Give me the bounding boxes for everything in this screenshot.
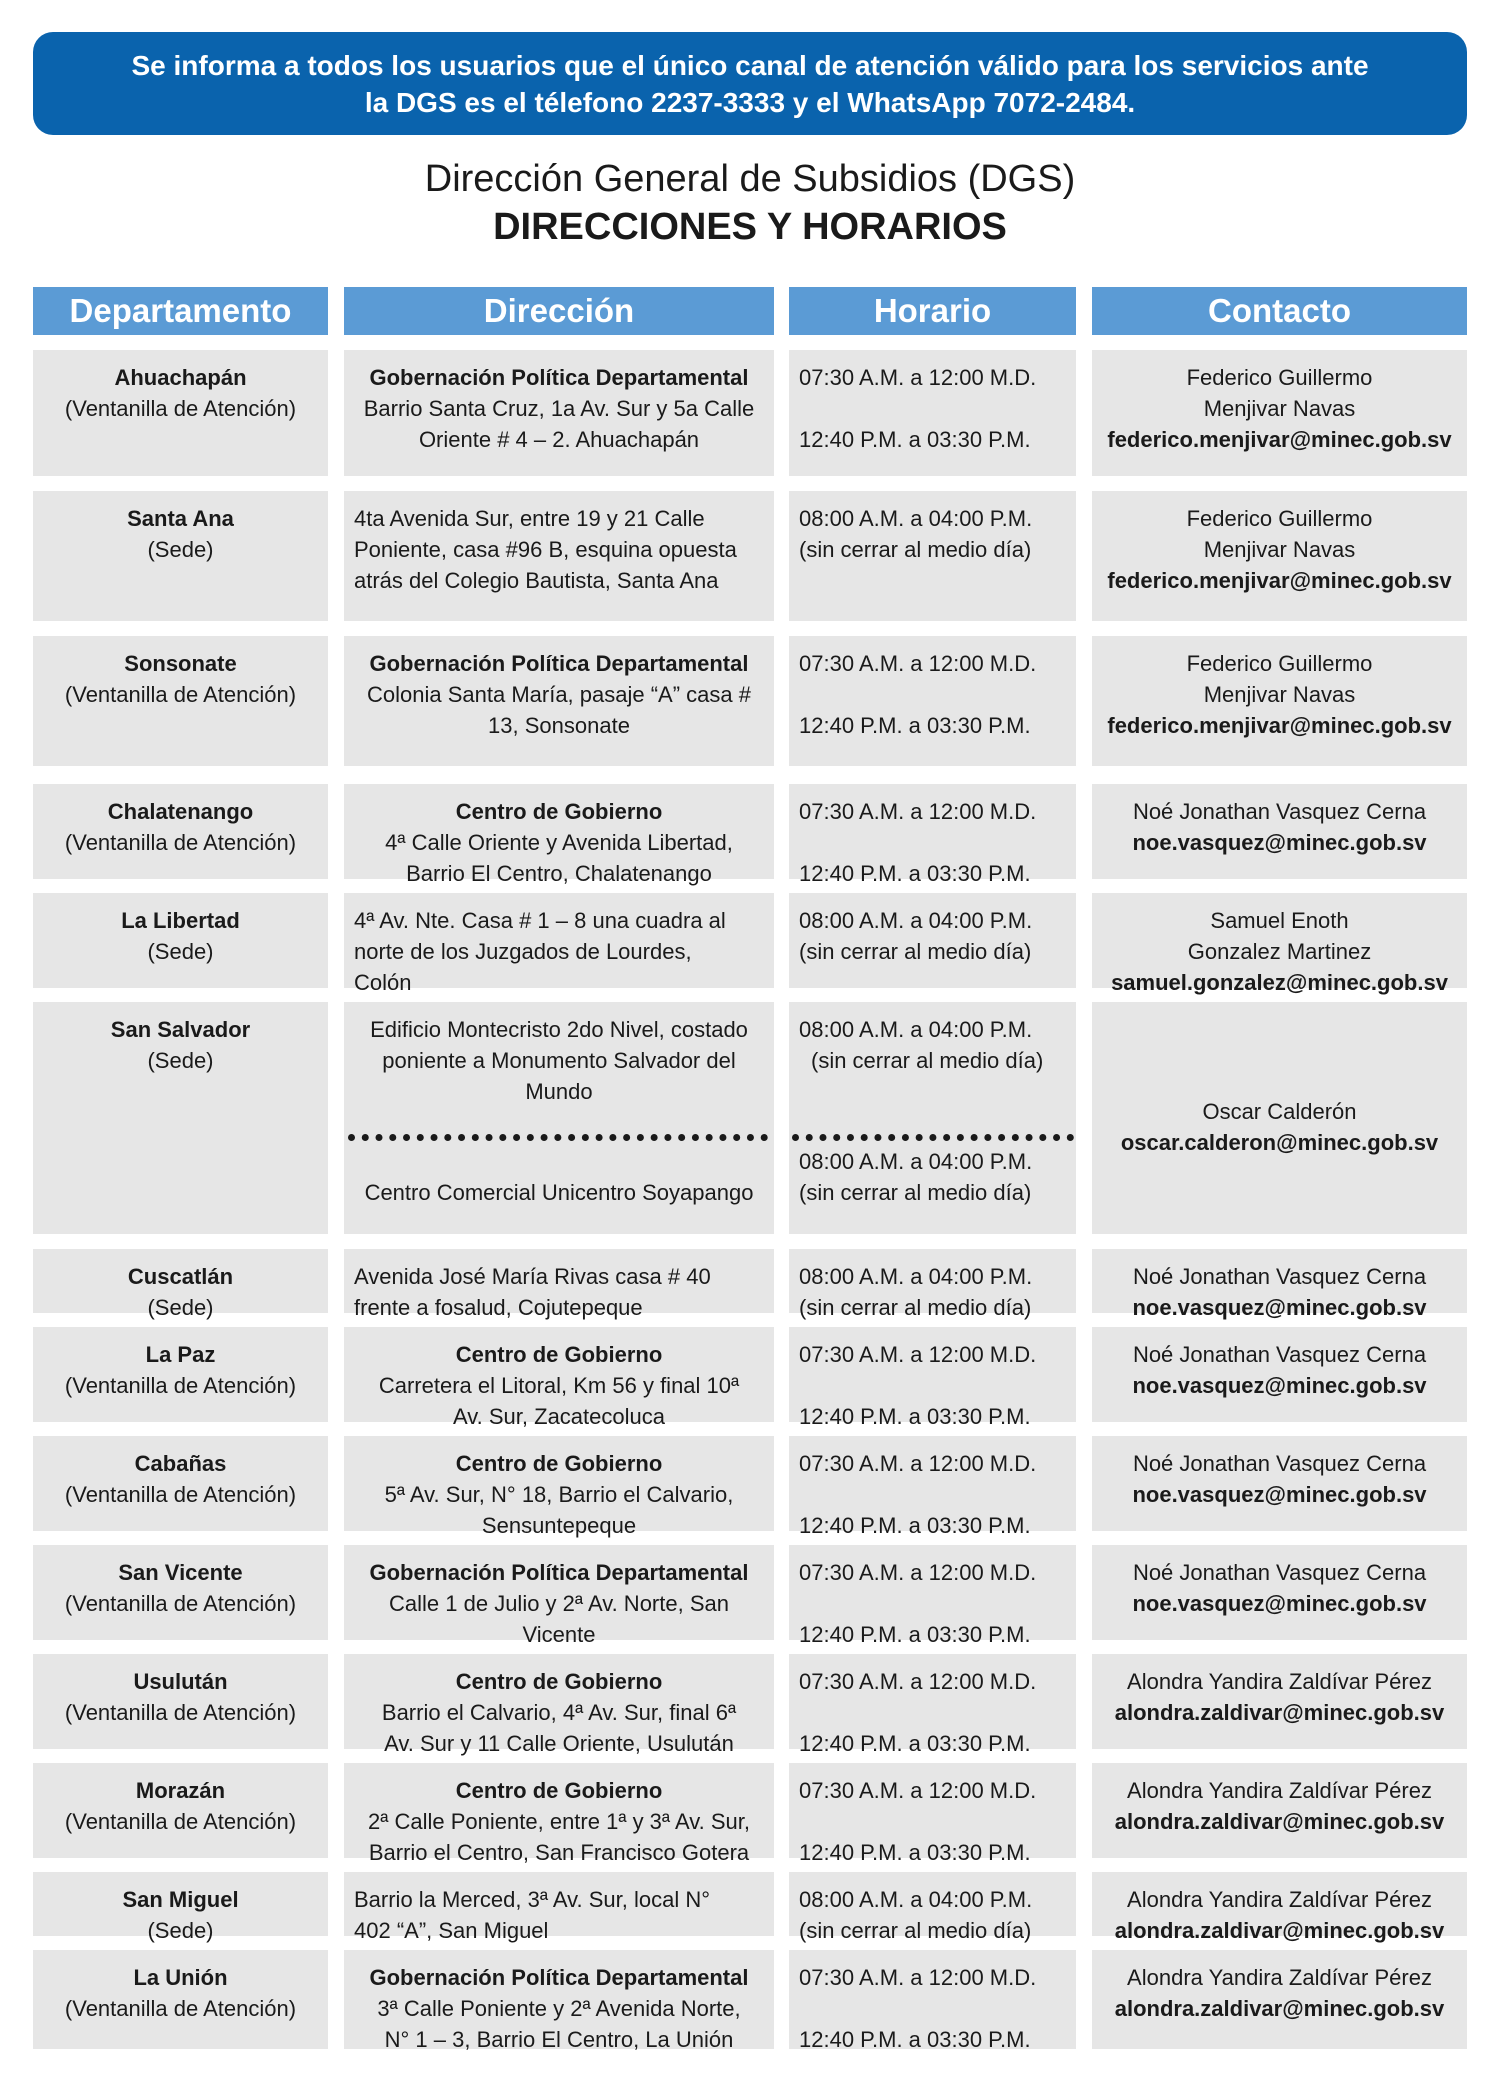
contact-email: noe.vasquez@minec.gob.sv — [1132, 1482, 1427, 1507]
address-line: frente a fosalud, Cojutepeque — [354, 1295, 643, 1320]
hours-cell — [789, 1654, 1076, 1756]
contact-name: Menjivar Navas — [1203, 396, 1356, 421]
dept-name: San Miguel — [122, 1887, 239, 1912]
contact-email: alondra.zaldivar@minec.gob.sv — [1114, 1809, 1445, 1834]
header-departamento: Departamento — [33, 287, 328, 335]
dept-name: Cuscatlán — [127, 1264, 234, 1289]
dept-type: (Sede) — [147, 1918, 214, 1943]
address-title: Gobernación Política Departamental — [369, 651, 749, 676]
contact-cell — [1092, 1436, 1467, 1531]
hours-line: 07:30 A.M. a 12:00 M.D. — [799, 1451, 1037, 1476]
address-title: Centro de Gobierno — [455, 1342, 663, 1367]
contact-cell — [1092, 1763, 1467, 1858]
header-horario: Horario — [789, 287, 1076, 335]
address-cell — [344, 491, 774, 621]
address-line: Barrio Santa Cruz, 1a Av. Sur y 5a Calle — [363, 396, 755, 421]
address-title: Gobernación Política Departamental — [369, 1560, 749, 1585]
contact-email: oscar.calderon@minec.gob.sv — [1120, 1130, 1439, 1155]
dept-cell — [33, 893, 328, 988]
hours-line: 12:40 P.M. a 03:30 P.M. — [799, 1840, 1031, 1865]
contact-email: alondra.zaldivar@minec.gob.sv — [1114, 1996, 1445, 2021]
header-direccion: Dirección — [344, 287, 774, 335]
address-cell — [344, 893, 774, 995]
dept-type: (Ventanilla de Atención) — [64, 1482, 297, 1507]
separator-dotted — [792, 1134, 1074, 1141]
hours-line: 12:40 P.M. a 03:30 P.M. — [799, 1513, 1031, 1538]
address-cell — [344, 1872, 774, 1943]
contact-cell — [1092, 1545, 1467, 1640]
notice-line-1: Se informa a todos los usuarios que el único canal de atención válido para los servicios ante — [131, 49, 1369, 81]
hours-line: 08:00 A.M. a 04:00 P.M. — [799, 1017, 1033, 1042]
address-title: Centro de Gobierno — [455, 1778, 663, 1803]
dept-cell — [33, 1436, 328, 1531]
hours-cell — [789, 893, 1076, 988]
hours-line-2: 08:00 A.M. a 04:00 P.M. — [799, 1149, 1033, 1174]
contact-name: Alondra Yandira Zaldívar Pérez — [1127, 1669, 1432, 1694]
contact-name: Federico Guillermo — [1186, 506, 1373, 531]
dept-cell — [33, 1545, 328, 1640]
dept-cell — [33, 350, 328, 476]
address-line: 4ta Avenida Sur, entre 19 y 21 Calle — [354, 506, 705, 531]
contact-cell — [1092, 1002, 1467, 1234]
hours-line: 07:30 A.M. a 12:00 M.D. — [799, 1965, 1037, 1990]
hours-cell — [789, 1002, 1076, 1234]
address-title: Centro de Gobierno — [455, 1451, 663, 1476]
address-line: Edificio Montecristo 2do Nivel, costado — [370, 1017, 748, 1042]
contact-name: Noé Jonathan Vasquez Cerna — [1132, 1342, 1427, 1367]
dept-type: (Sede) — [147, 537, 214, 562]
dept-name: La Unión — [133, 1965, 228, 1990]
contact-cell — [1092, 350, 1467, 476]
address-line: 5ª Av. Sur, N° 18, Barrio el Calvario, — [384, 1482, 734, 1507]
dept-name: La Paz — [145, 1342, 216, 1367]
dept-name: San Salvador — [110, 1017, 251, 1042]
address-title: Gobernación Política Departamental — [369, 1965, 749, 1990]
dept-name: Usulután — [133, 1669, 228, 1694]
hours-line: 12:40 P.M. a 03:30 P.M. — [799, 427, 1031, 452]
hours-cell — [789, 1950, 1076, 2052]
contact-cell — [1092, 1249, 1467, 1320]
hours-line: 12:40 P.M. a 03:30 P.M. — [799, 1404, 1031, 1429]
contact-name: Noé Jonathan Vasquez Cerna — [1132, 1264, 1427, 1289]
contact-email: noe.vasquez@minec.gob.sv — [1132, 1591, 1427, 1616]
dept-cell — [33, 784, 328, 879]
hours-line: 08:00 A.M. a 04:00 P.M. — [799, 506, 1033, 531]
hours-line: (sin cerrar al medio día) — [799, 939, 1032, 964]
address-line: poniente a Monumento Salvador del — [382, 1048, 736, 1073]
address-line: 402 “A”, San Miguel — [354, 1918, 549, 1943]
dept-name: Ahuachapán — [114, 365, 247, 390]
contact-name: Alondra Yandira Zaldívar Pérez — [1127, 1887, 1432, 1912]
address-line: Oriente # 4 – 2. Ahuachapán — [418, 427, 700, 452]
hours-line: 07:30 A.M. a 12:00 M.D. — [799, 1342, 1037, 1367]
address-line: Avenida José María Rivas casa # 40 — [354, 1264, 711, 1289]
hours-cell — [789, 1249, 1076, 1320]
hours-line: 07:30 A.M. a 12:00 M.D. — [799, 1778, 1037, 1803]
contact-name: Noé Jonathan Vasquez Cerna — [1132, 1451, 1427, 1476]
hours-line: 07:30 A.M. a 12:00 M.D. — [799, 365, 1037, 390]
address-line: Colón — [354, 970, 412, 995]
address-line: 4ª Av. Nte. Casa # 1 – 8 una cuadra al — [354, 908, 726, 933]
address-line: Calle 1 de Julio y 2ª Av. Norte, San — [389, 1591, 729, 1616]
dept-cell — [33, 1249, 328, 1320]
address-line: 3ª Calle Poniente y 2ª Avenida Norte, — [377, 1996, 741, 2021]
address-line: Poniente, casa #96 B, esquina opuesta — [354, 537, 737, 562]
hours-line: 07:30 A.M. a 12:00 M.D. — [799, 651, 1037, 676]
contact-name: Menjivar Navas — [1203, 537, 1356, 562]
dept-type: (Ventanilla de Atención) — [64, 682, 297, 707]
contact-name: Samuel Enoth — [1210, 908, 1349, 933]
hours-line: (sin cerrar al medio día) — [811, 1048, 1044, 1073]
hours-line: 12:40 P.M. a 03:30 P.M. — [799, 1731, 1031, 1756]
page-subtitle: DIRECCIONES Y HORARIOS — [493, 206, 1007, 248]
hours-cell — [789, 350, 1076, 476]
address-line: Colonia Santa María, pasaje “A” casa # — [367, 682, 751, 707]
dept-type: (Sede) — [147, 1048, 214, 1073]
dept-name: Santa Ana — [127, 506, 234, 531]
address-cell — [344, 1002, 774, 1234]
hours-line: (sin cerrar al medio día) — [799, 1295, 1032, 1320]
address-line: 4ª Calle Oriente y Avenida Libertad, — [385, 830, 733, 855]
hours-cell — [789, 1545, 1076, 1647]
contact-name: Gonzalez Martinez — [1187, 939, 1372, 964]
address-title: Centro de Gobierno — [455, 1669, 663, 1694]
hours-line: 07:30 A.M. a 12:00 M.D. — [799, 799, 1037, 824]
contact-cell — [1092, 1950, 1467, 2049]
contact-name: Menjivar Navas — [1203, 682, 1356, 707]
contact-name: Alondra Yandira Zaldívar Pérez — [1127, 1965, 1432, 1990]
dept-type: (Ventanilla de Atención) — [64, 1700, 297, 1725]
dept-type: (Ventanilla de Atención) — [64, 1809, 297, 1834]
dept-type: (Ventanilla de Atención) — [64, 396, 297, 421]
dept-type: (Sede) — [147, 1295, 214, 1320]
dept-cell — [33, 1950, 328, 2049]
dept-cell — [33, 1654, 328, 1749]
contact-cell — [1092, 491, 1467, 621]
dept-type: (Ventanilla de Atención) — [64, 830, 297, 855]
address-cell — [344, 784, 774, 886]
address-cell — [344, 1763, 774, 1865]
hours-line: (sin cerrar al medio día) — [799, 537, 1032, 562]
contact-cell — [1092, 784, 1467, 879]
dept-type: (Sede) — [147, 939, 214, 964]
address-line: Sensuntepeque — [481, 1513, 637, 1538]
contact-email: noe.vasquez@minec.gob.sv — [1132, 830, 1427, 855]
contact-name: Federico Guillermo — [1186, 365, 1373, 390]
dept-name: Sonsonate — [124, 651, 237, 676]
contact-email: federico.menjivar@minec.gob.sv — [1107, 427, 1452, 452]
address-cell — [344, 1436, 774, 1538]
address-line: Mundo — [525, 1079, 593, 1104]
contact-cell — [1092, 1872, 1467, 1943]
address-cell — [344, 1545, 774, 1647]
hours-cell — [789, 1436, 1076, 1538]
address-cell — [344, 350, 774, 476]
address-cell — [344, 1654, 774, 1756]
contact-name: Noé Jonathan Vasquez Cerna — [1132, 799, 1427, 824]
dept-cell — [33, 1327, 328, 1422]
hours-line: 12:40 P.M. a 03:30 P.M. — [799, 861, 1031, 886]
dept-name: San Vicente — [118, 1560, 243, 1585]
contact-name: Oscar Calderón — [1202, 1099, 1357, 1124]
address-line: Barrio El Centro, Chalatenango — [406, 861, 712, 886]
contact-name: Alondra Yandira Zaldívar Pérez — [1127, 1778, 1432, 1803]
dept-type: (Ventanilla de Atención) — [64, 1996, 297, 2021]
address-line: Vicente — [522, 1622, 596, 1647]
contact-email: noe.vasquez@minec.gob.sv — [1132, 1373, 1427, 1398]
address-title: Gobernación Política Departamental — [369, 365, 749, 390]
dept-cell — [33, 1872, 328, 1943]
hours-cell — [789, 784, 1076, 886]
hours-line: 12:40 P.M. a 03:30 P.M. — [799, 1622, 1031, 1647]
dept-cell — [33, 1763, 328, 1858]
address-line: 13, Sonsonate — [488, 713, 630, 738]
address-line-2: Centro Comercial Unicentro Soyapango — [364, 1180, 754, 1205]
contact-email: samuel.gonzalez@minec.gob.sv — [1111, 970, 1448, 995]
address-line: Av. Sur y 11 Calle Oriente, Usulután — [384, 1731, 734, 1756]
contact-name: Federico Guillermo — [1186, 651, 1373, 676]
address-line: Barrio la Merced, 3ª Av. Sur, local N° — [354, 1887, 711, 1912]
hours-line: 08:00 A.M. a 04:00 P.M. — [799, 908, 1033, 933]
address-title: Centro de Gobierno — [455, 799, 663, 824]
address-line: Barrio el Calvario, 4ª Av. Sur, final 6ª — [381, 1700, 737, 1725]
address-cell — [344, 1327, 774, 1429]
address-cell — [344, 1249, 774, 1320]
hours-cell — [789, 636, 1076, 766]
address-line: Carretera el Litoral, Km 56 y final 10ª — [378, 1373, 740, 1398]
address-line: 2ª Calle Poniente, entre 1ª y 3ª Av. Sur, — [368, 1809, 750, 1834]
contact-cell — [1092, 636, 1467, 766]
dept-name: Cabañas — [134, 1451, 227, 1476]
address-cell — [344, 636, 774, 766]
address-line: Av. Sur, Zacatecoluca — [453, 1404, 665, 1429]
contact-email: alondra.zaldivar@minec.gob.sv — [1114, 1700, 1445, 1725]
dept-type: (Ventanilla de Atención) — [64, 1373, 297, 1398]
address-line: N° 1 – 3, Barrio El Centro, La Unión — [384, 2027, 734, 2052]
contact-email: noe.vasquez@minec.gob.sv — [1132, 1295, 1427, 1320]
dept-name: La Libertad — [121, 908, 240, 933]
separator-dotted — [348, 1134, 768, 1141]
hours-line: 08:00 A.M. a 04:00 P.M. — [799, 1887, 1033, 1912]
hours-line-2: (sin cerrar al medio día) — [799, 1180, 1032, 1205]
hours-line: 12:40 P.M. a 03:30 P.M. — [799, 713, 1031, 738]
dept-cell — [33, 491, 328, 621]
notice-line-2: la DGS es el télefono 2237-3333 y el WhatsApp 7072-2484. — [364, 86, 1136, 118]
hours-cell — [789, 491, 1076, 621]
dept-type: (Ventanilla de Atención) — [64, 1591, 297, 1616]
notice-banner — [33, 32, 1467, 135]
contact-cell — [1092, 1327, 1467, 1422]
address-line: Barrio el Centro, San Francisco Gotera — [368, 1840, 750, 1865]
contact-cell — [1092, 893, 1467, 995]
contact-email: alondra.zaldivar@minec.gob.sv — [1114, 1918, 1445, 1943]
hours-cell — [789, 1872, 1076, 1943]
contact-cell — [1092, 1654, 1467, 1749]
header-contacto: Contacto — [1092, 287, 1467, 335]
hours-line: (sin cerrar al medio día) — [799, 1918, 1032, 1943]
dept-name: Chalatenango — [107, 799, 254, 824]
hours-line: 07:30 A.M. a 12:00 M.D. — [799, 1669, 1037, 1694]
hours-line: 07:30 A.M. a 12:00 M.D. — [799, 1560, 1037, 1585]
contact-name: Noé Jonathan Vasquez Cerna — [1132, 1560, 1427, 1585]
page-title: Dirección General de Subsidios (DGS) — [424, 158, 1076, 200]
hours-cell — [789, 1327, 1076, 1429]
address-line: norte de los Juzgados de Lourdes, — [354, 939, 692, 964]
dept-cell — [33, 636, 328, 766]
dept-cell — [33, 1002, 328, 1234]
address-line: atrás del Colegio Bautista, Santa Ana — [354, 568, 719, 593]
dept-name: Morazán — [135, 1778, 226, 1803]
address-cell — [344, 1950, 774, 2052]
hours-line: 12:40 P.M. a 03:30 P.M. — [799, 2027, 1031, 2052]
contact-email: federico.menjivar@minec.gob.sv — [1107, 713, 1452, 738]
contact-email: federico.menjivar@minec.gob.sv — [1107, 568, 1452, 593]
hours-cell — [789, 1763, 1076, 1865]
hours-line: 08:00 A.M. a 04:00 P.M. — [799, 1264, 1033, 1289]
